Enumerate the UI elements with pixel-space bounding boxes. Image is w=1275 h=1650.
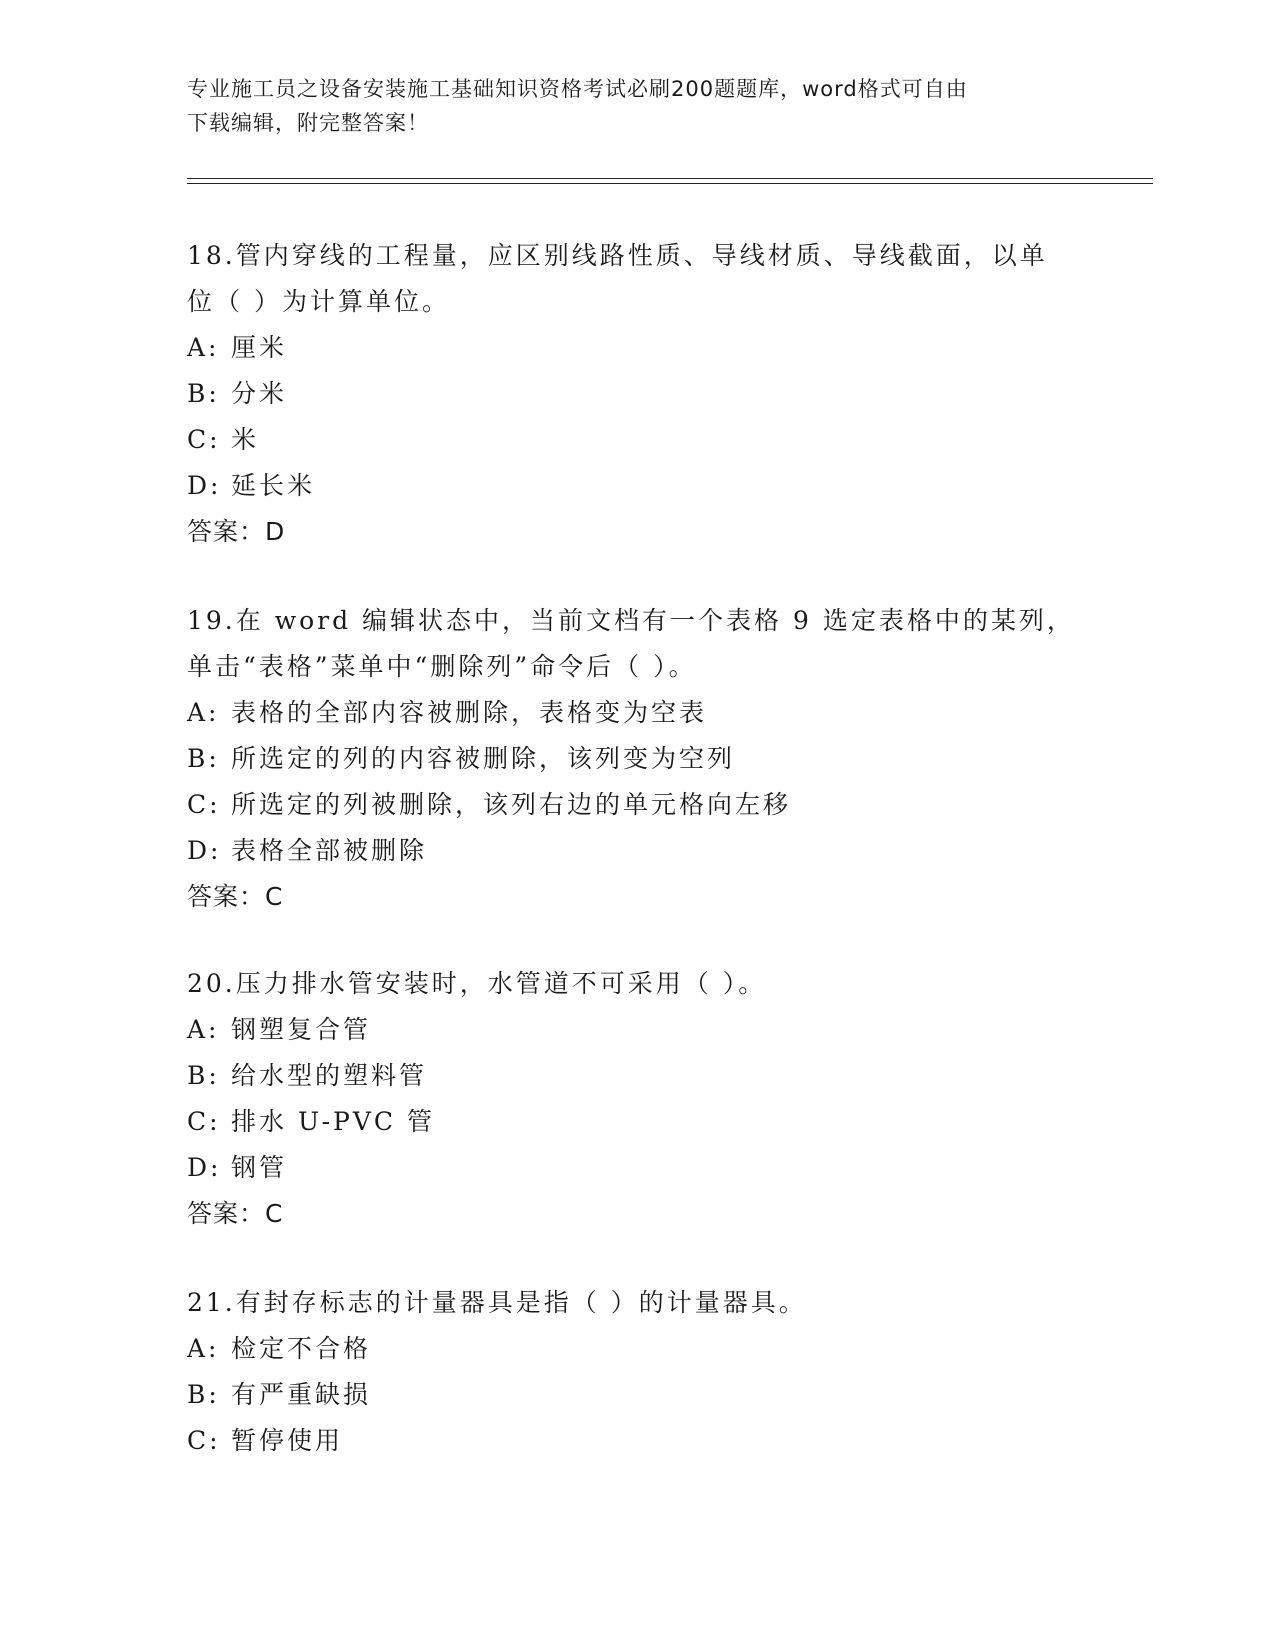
option-text: 给水型的塑料管	[231, 1061, 428, 1090]
option-text: 表格的全部内容被删除，表格变为空表	[231, 698, 708, 727]
option-text: 有严重缺损	[231, 1380, 372, 1409]
answer: 答案：C	[187, 882, 284, 911]
option-b	[187, 1372, 1087, 1418]
option-key: A:	[187, 333, 220, 362]
option-d	[187, 1145, 1087, 1191]
option-key: A:	[187, 1334, 220, 1363]
option-a	[187, 1007, 1087, 1053]
option-key: A:	[187, 698, 220, 727]
header-line-1: 专业施工员之设备安装施工基础知识资格考试必刷200题题库，word格式可自由	[187, 77, 968, 101]
option-text: 检定不合格	[231, 1334, 372, 1363]
question-stem: 18.管内穿线的工程量，应区别线路性质、导线材质、导线截面，以单 位（ ）为计算单位。	[187, 241, 1048, 316]
option-key: A:	[187, 1015, 220, 1044]
header-divider-bottom	[187, 183, 1153, 184]
option-key: D:	[187, 1153, 222, 1182]
option-d	[187, 828, 1087, 874]
question-20	[187, 961, 1087, 1237]
option-b	[187, 371, 1087, 417]
option-d	[187, 463, 1087, 509]
question-19	[187, 598, 1087, 920]
option-text: 分米	[231, 379, 288, 408]
option-b	[187, 1053, 1087, 1099]
option-a	[187, 690, 1087, 736]
option-text: 厘米	[231, 333, 288, 362]
option-key: C:	[187, 1426, 221, 1455]
option-key: B:	[187, 744, 220, 773]
option-key: B:	[187, 1380, 220, 1409]
answer: 答案：C	[187, 1199, 284, 1228]
option-key: D:	[187, 471, 222, 500]
option-a	[187, 325, 1087, 371]
option-text: 暂停使用	[231, 1426, 344, 1455]
option-key: B:	[187, 1061, 220, 1090]
option-key: C:	[187, 425, 221, 454]
option-text: 所选定的列被删除，该列右边的单元格向左移	[231, 790, 792, 819]
option-text: 米	[231, 425, 260, 454]
option-text: 延长米	[231, 471, 316, 500]
question-stem: 19.在 word 编辑状态中，当前文档有一个表格 9 选定表格中的某列， 单击“表格”菜单中“删除列”命令后（ ）。	[187, 606, 1075, 681]
question-stem: 20.压力排水管安装时，水管道不可采用（ ）。	[187, 969, 767, 998]
question-stem: 21.有封存标志的计量器具是指（ ）的计量器具。	[187, 1288, 807, 1317]
option-key: B:	[187, 379, 220, 408]
question-21	[187, 1280, 1087, 1464]
option-text: 排水 U-PVC 管	[231, 1107, 435, 1136]
option-key: C:	[187, 790, 221, 819]
option-c	[187, 1418, 1087, 1464]
option-b	[187, 736, 1087, 782]
option-c	[187, 1099, 1087, 1145]
option-text: 所选定的列的内容被删除，该列变为空列	[231, 744, 736, 773]
option-key: D:	[187, 836, 222, 865]
option-a	[187, 1326, 1087, 1372]
header-line-2: 下载编辑，附完整答案！	[187, 111, 429, 135]
option-c	[187, 417, 1087, 463]
option-text: 表格全部被删除	[231, 836, 428, 865]
option-c	[187, 782, 1087, 828]
option-text: 钢管	[231, 1153, 288, 1182]
header-divider-top	[187, 178, 1153, 179]
answer: 答案：D	[187, 517, 286, 546]
question-18	[187, 233, 1087, 555]
document-header	[187, 72, 1067, 140]
option-text: 钢塑复合管	[231, 1015, 372, 1044]
option-key: C:	[187, 1107, 221, 1136]
